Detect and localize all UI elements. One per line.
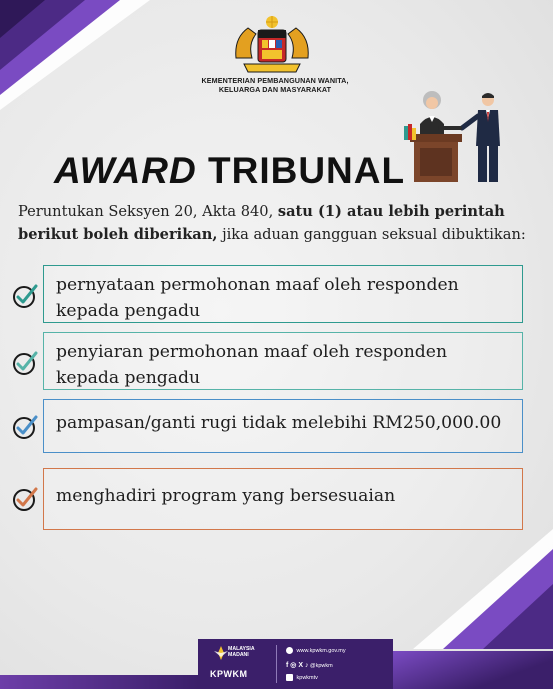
social-media-icons[interactable]: f ◎ X ♪	[286, 662, 309, 669]
globe-icon	[286, 647, 293, 654]
item-text: penyiaran permohonan maaf oleh responden kepada pengadu	[56, 342, 448, 388]
check-circle-icon	[12, 486, 38, 512]
item-box	[43, 332, 523, 390]
corner-decoration-bottom-right	[373, 529, 553, 649]
check-circle-icon	[12, 350, 38, 376]
item-text: pampasan/ganti rugi tidak melebihi RM250,000.00	[56, 413, 502, 433]
check-circle-icon	[12, 414, 38, 440]
list-item	[12, 265, 527, 323]
footer-strip-left	[0, 675, 198, 689]
ministry-name-line1: KEMENTERIAN PEMBANGUNAN WANITA,	[201, 76, 349, 85]
list-item	[12, 332, 527, 390]
coat-of-arms-logo	[226, 14, 318, 78]
intro-text-1: Peruntukan Seksyen 20, Akta 840,	[18, 203, 278, 220]
title-tribunal: TRIBUNAL	[208, 150, 406, 191]
list-item	[12, 468, 527, 530]
page-title	[54, 150, 405, 192]
footer-strip-right	[393, 651, 553, 689]
website-row	[286, 647, 346, 654]
social-handle[interactable]: @kpwkm	[309, 663, 333, 669]
youtube-icon	[286, 674, 293, 681]
list-item	[12, 399, 527, 453]
footer-bar	[198, 639, 393, 689]
footer-divider	[276, 645, 277, 683]
youtube-row	[286, 674, 318, 681]
intro-text-2: jika aduan gangguan seksual dibuktikan:	[217, 226, 526, 243]
item-text: menghadiri program yang bersesuaian	[56, 486, 396, 506]
ministry-name	[180, 76, 370, 94]
intro-bold-text: satu (1) atau lebih perintah berikut boleh diberikan,	[18, 203, 505, 243]
title-award: AWARD	[54, 150, 197, 191]
intro-paragraph	[18, 200, 548, 246]
item-text: pernyataan permohonan maaf oleh responden kepada pengadu	[56, 275, 459, 321]
item-box	[43, 399, 523, 453]
tribunal-illustration	[404, 86, 512, 190]
social-row	[286, 661, 333, 669]
check-circle-icon	[12, 283, 38, 309]
youtube-channel[interactable]: kpwkmtv	[296, 674, 318, 681]
corner-decoration-top-left	[0, 0, 150, 120]
brand-line1: MALAYSIA	[228, 646, 255, 652]
kpwkm-logo-text: KPWKM	[210, 669, 248, 679]
ministry-name-line2: KELUARGA DAN MASYARAKAT	[218, 85, 332, 94]
malaysia-madani-text	[228, 646, 255, 658]
brand-line2: MADANI	[228, 652, 249, 658]
item-box	[43, 468, 523, 530]
item-box	[43, 265, 523, 323]
website-link[interactable]: www.kpwkm.gov.my	[296, 647, 346, 654]
